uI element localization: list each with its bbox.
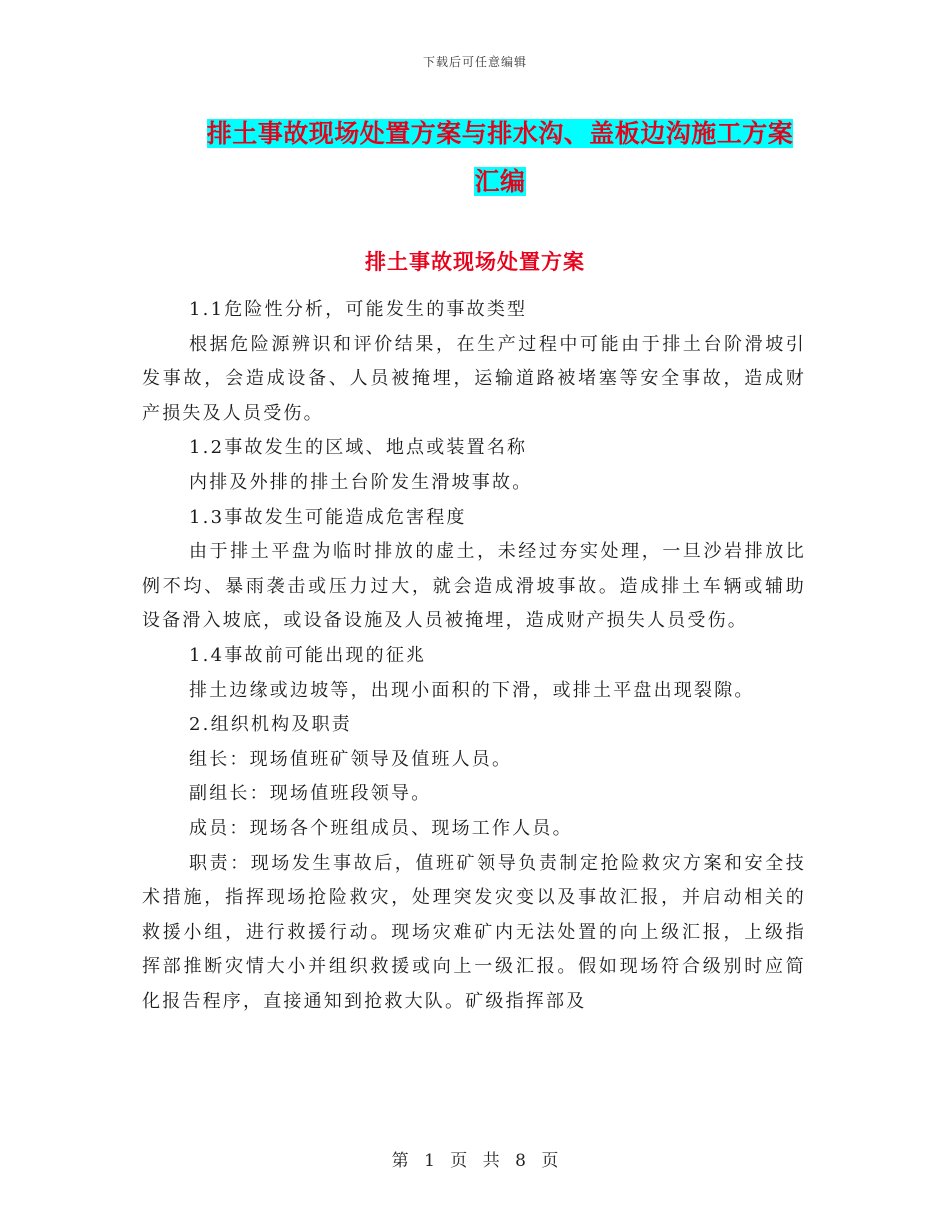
body-text bbox=[142, 293, 806, 1019]
document-title bbox=[140, 110, 860, 206]
page-footer bbox=[0, 1146, 950, 1171]
total-page-count: 8 bbox=[515, 1151, 526, 1171]
document-title-line-2: 汇编 bbox=[474, 167, 526, 196]
footer-total-unit: 页 bbox=[541, 1151, 559, 1171]
footer-page-unit: 页 bbox=[450, 1151, 468, 1171]
paragraph: 副组长：现场值班段领导。 bbox=[189, 783, 432, 805]
paragraph: 排土边缘或边坡等，出现小面积的下滑，或排土平盘出现裂隙。 bbox=[189, 679, 755, 701]
paragraph: 成员：现场各个班组成员、现场工作人员。 bbox=[189, 817, 573, 839]
header-note: 下载后可任意编辑 bbox=[422, 55, 527, 69]
paragraph: 根据危险源辨识和评价结果，在生产过程中可能由于排土台阶滑坡引发事故，会造成设备、人员被掩埋，运输道路被堵塞等安全事故，造成财产损失及人员受伤。 bbox=[142, 333, 806, 424]
paragraph: 职责：现场发生事故后，值班矿领导负责制定抢险救灾方案和安全技术措施，指挥现场抢险救灾，处理突发灾变以及事故汇报，并启动相关的救援小组，进行救援行动。现场灾难矿内无法处置的向上级汇报，上级指挥部推断灾情大小并组织救援或向上一级汇报。假如现场符合级别时应简化报告程序，直接通知到抢救大队。矿级指挥部及 bbox=[142, 852, 806, 1012]
footer-total-prefix: 共 bbox=[482, 1151, 500, 1171]
paragraph: 2.组织机构及职责 bbox=[189, 714, 352, 736]
paragraph: 组长：现场值班矿领导及值班人员。 bbox=[189, 748, 513, 770]
section-title: 排土事故现场处置方案 bbox=[365, 250, 585, 274]
paragraph: 由于排土平盘为临时排放的虚土，未经过夯实处理，一旦沙岩排放比例不均、暴雨袭击或压力过大，就会造成滑坡事故。造成排土车辆或辅助设备滑入坡底，或设备设施及人员被掩埋，造成财产损失人员受伤。 bbox=[142, 541, 806, 632]
paragraph: 1.3事故发生可能造成危害程度 bbox=[189, 506, 467, 528]
paragraph: 1.4事故前可能出现的征兆 bbox=[189, 644, 427, 666]
footer-prefix: 第 bbox=[391, 1151, 409, 1171]
paragraph: 1.2事故发生的区域、地点或装置名称 bbox=[189, 437, 528, 459]
document-title-line-1: 排土事故现场处置方案与排水沟、盖板边沟施工方案 bbox=[206, 119, 794, 148]
paragraph: 内排及外排的排土台阶发生滑坡事故。 bbox=[189, 471, 533, 493]
paragraph: 1.1危险性分析，可能发生的事故类型 bbox=[189, 299, 528, 320]
current-page-number: 1 bbox=[424, 1151, 435, 1171]
